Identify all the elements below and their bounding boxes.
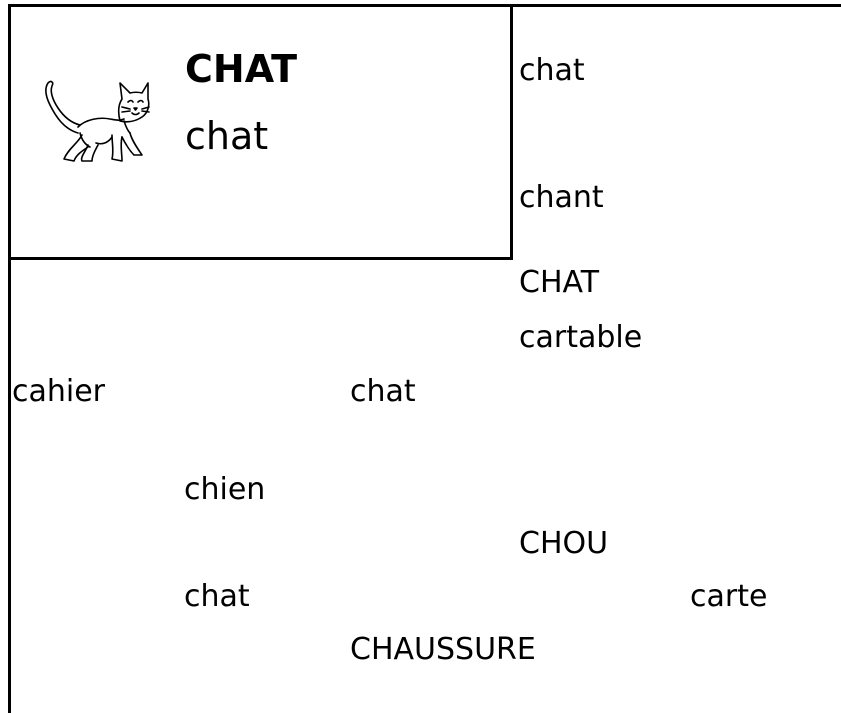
word-item: chat [519, 53, 585, 88]
word-item: CHAT [519, 265, 600, 300]
word-item: CHOU [519, 526, 609, 561]
word-item: chat [350, 374, 416, 409]
header-box-right-border [510, 4, 513, 260]
word-item: chien [184, 472, 266, 507]
word-item: chat [184, 579, 250, 614]
page-top-border [8, 4, 841, 7]
header-box-bottom-border [8, 257, 513, 260]
word-item: CHAUSSURE [350, 632, 536, 667]
word-item: cartable [519, 320, 643, 355]
page-left-border [8, 4, 11, 713]
word-item: carte [690, 579, 768, 614]
header-title-lower: chat [185, 114, 269, 158]
word-item: chant [519, 180, 604, 215]
word-item: cahier [12, 374, 106, 409]
cat-icon [38, 75, 150, 167]
header-title-upper: CHAT [185, 47, 298, 91]
